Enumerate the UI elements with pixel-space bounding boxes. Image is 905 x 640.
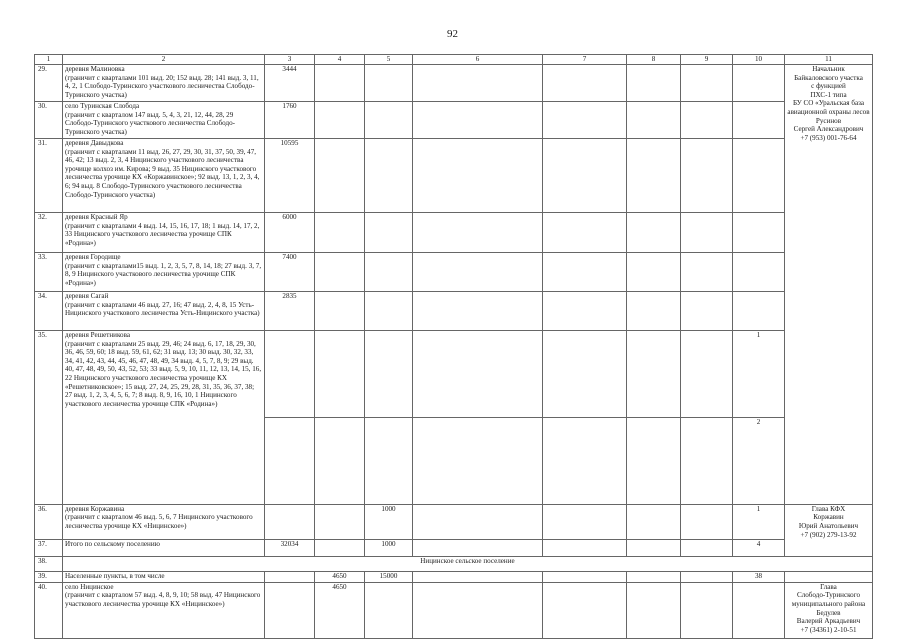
table-row <box>35 102 873 139</box>
row-number: 38. <box>35 556 63 571</box>
cell-col10: 4 <box>733 539 785 556</box>
responsible-person-note: Глава КФХ Коржавин Юрий Анатольевич +7 (902) 279-13-92 <box>785 504 873 556</box>
cell-col3: 2835 <box>265 292 315 331</box>
table-row <box>35 331 873 418</box>
settlement-name: деревня Коржавина <box>65 504 125 513</box>
row-number: 31. <box>35 139 63 213</box>
settlement-boundary: (граничит с кварталами 11 выд. 26, 27, 29, 30, 31, 37, 50, 39, 47, 46, 42; 13 выд. 2, 3, 4 Ницинского участкового лесничества урочище колхоз им. Кирова; 9 выд. 35 Ницинского участкового лесничества урочище КХ «Коржавинское»; 92 выд. 13, 1, 2, 3, 4, 6; 94 выд. 8 Слободо-Туринского участкового лесничества Слободо-Туринского участка) <box>65 147 260 199</box>
settlement-name: Населенные пункты, в том числе <box>63 571 265 582</box>
row-number: 36. <box>35 504 63 539</box>
header-cell: 4 <box>315 55 365 65</box>
header-cell: 7 <box>543 55 627 65</box>
header-cell: 8 <box>627 55 681 65</box>
settlement-boundary: (граничит с кварталом 147 выд. 5, 4, 3, 21, 12, 44, 28, 29 Слободо-Туринского участкового лесничества Слободо-Туринского участка) <box>65 110 236 136</box>
cell-col3: 6000 <box>265 213 315 253</box>
section-title: Ницинское сельское поселение <box>63 556 873 571</box>
settlement-cell <box>63 331 265 505</box>
table-row <box>35 504 873 539</box>
row-number: 37. <box>35 539 63 556</box>
cell-col5: 15000 <box>365 571 413 582</box>
settlement-boundary: (граничит с кварталом 57 выд. 4, 8, 9, 10; 58 выд. 47 Ницинского участкового лесничества урочище КХ «Ницинское») <box>65 591 261 609</box>
cell-col10: 38 <box>733 571 785 582</box>
settlement-cell <box>63 102 265 139</box>
row-number: 40. <box>35 582 63 638</box>
cell-col5: 1000 <box>365 539 413 556</box>
cell-col4: 4650 <box>315 582 365 638</box>
data-table <box>34 54 873 639</box>
table-row <box>35 65 873 102</box>
table-row <box>35 582 873 638</box>
settlement-boundary: (граничит с кварталами 46 выд. 27, 16; 47 выд. 2, 4, 8, 15 Усть-Ницинского участкового лесничества Усть-Ницинского участка) <box>65 300 260 318</box>
row-number: 35. <box>35 331 63 505</box>
cell-col10: 1 <box>733 331 785 418</box>
header-cell: 5 <box>365 55 413 65</box>
header-cell: 6 <box>413 55 543 65</box>
row-number: 30. <box>35 102 63 139</box>
settlement-name: село Ницинское <box>65 582 114 591</box>
settlement-cell <box>63 253 265 292</box>
settlement-cell <box>63 65 265 102</box>
row-number: 32. <box>35 213 63 253</box>
table-row <box>35 556 873 571</box>
table-row <box>35 571 873 582</box>
settlement-name: деревня Сагай <box>65 292 109 300</box>
settlement-cell <box>63 213 265 253</box>
cell-col3: 10595 <box>265 139 315 213</box>
settlement-boundary: (граничит с кварталами 25 выд. 29, 46; 24 выд. 6, 17, 18, 29, 30, 36, 46, 59, 60; 18 выд. 59, 61, 62; 31 выд. 13; 30 выд. 30, 32, 33, 34, 41, 42, 43, 44, 45, 46, 47, 48, 49, 34 выд. 4, 5, 7, 8, 9; 29 выд. 40, 47, 48, 49, 50, 43, 52, 53; 33 выд. 5, 9, 10, 11, 12, 13, 14, 15, 16, 22 Ницинского участкового лесничества урочище КХ «Решетниковское»; 15 выд. 27, 24, 25, 29, 28, 31, 35, 36, 37, 38; 27 выд. 1, 2, 3, 4, 5, 6, 7; 8 выд. 8, 9, 16, 10, 1 Ницинского участкового лесничества урочище СПК «Родина») <box>65 339 262 408</box>
settlement-name: деревня Городище <box>65 253 121 261</box>
cell-col3: 3444 <box>265 65 315 102</box>
settlement-name: деревня Малиновка <box>65 65 125 73</box>
cell-col5: 1000 <box>365 504 413 539</box>
row-number: 39. <box>35 571 63 582</box>
settlement-cell <box>63 582 265 638</box>
header-cell: 10 <box>733 55 785 65</box>
row-number: 29. <box>35 65 63 102</box>
cell-col4: 4650 <box>315 571 365 582</box>
cell-col3: 32034 <box>265 539 315 556</box>
header-cell: 2 <box>63 55 265 65</box>
settlement-boundary: (граничит с кварталом 46 выд. 5, 6, 7 Ницинского участкового лесничества урочище КХ «Ницинское») <box>65 513 253 531</box>
header-cell: 11 <box>785 55 873 65</box>
table-row <box>35 292 873 331</box>
settlement-cell <box>63 504 265 539</box>
responsible-person-note: Начальник Байкаловского участка с функцией ПХС-1 типа БУ СО «Уральская база авиационной охраны лесов Русинов Сергей Александрович +7 (953) 001-76-64 <box>785 65 873 505</box>
settlement-boundary: (граничит с кварталами 101 выд. 20; 152 выд. 28; 141 выд. 3, 11, 4, 2, 1 Слободо-Туринского участкового лесничества Слободо-Туринского участка) <box>65 73 259 99</box>
header-row <box>35 55 873 65</box>
table-row <box>35 139 873 213</box>
table-row <box>35 539 873 556</box>
header-cell: 9 <box>681 55 733 65</box>
header-cell: 1 <box>35 55 63 65</box>
settlement-name: деревня Красный Яр <box>65 213 128 221</box>
settlement-boundary: (граничит с кварталами 4 выд. 14, 15, 16, 17, 18; 1 выд. 14, 17, 2, 33 Ницинского участкового лесничества урочище СПК «Родина») <box>65 221 260 247</box>
page-number: 92 <box>447 28 458 40</box>
responsible-person-note: Глава Слободо-Туринского муниципального района Бедулев Валерий Аркадьевич +7 (34361) 2-10-51 <box>785 582 873 638</box>
settlement-cell <box>63 139 265 213</box>
settlement-name: село Туринская Слобода <box>65 102 140 110</box>
cell-col3: 1760 <box>265 102 315 139</box>
cell-col3: 7400 <box>265 253 315 292</box>
cell-col10: 2 <box>733 417 785 504</box>
cell-col10: 1 <box>733 504 785 539</box>
table-row <box>35 213 873 253</box>
settlement-cell <box>63 292 265 331</box>
header-cell: 3 <box>265 55 315 65</box>
settlement-boundary: (граничит с кварталами15 выд. 1, 2, 3, 5, 7, 8, 14, 18; 27 выд. 3, 7, 8, 9 Ницинского участкового лесничества урочище СПК «Родина») <box>65 261 262 287</box>
row-number: 33. <box>35 253 63 292</box>
settlement-name: деревня Давыдкова <box>65 139 124 147</box>
settlement-name: Итого по сельскому поселению <box>63 539 265 556</box>
table-row <box>35 253 873 292</box>
settlement-name: деревня Решетникова <box>65 331 130 339</box>
row-number: 34. <box>35 292 63 331</box>
